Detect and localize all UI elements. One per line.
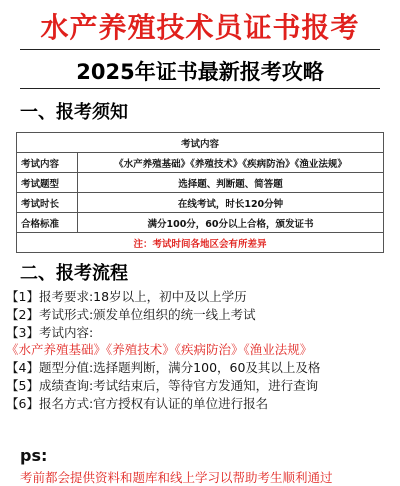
table-row — [17, 213, 384, 233]
list-item — [6, 359, 396, 377]
item-highlight: 《水产养殖基础》《养殖技术》《疾病防治》《渔业法规》 — [6, 342, 313, 358]
row-label: 合格标准 — [17, 213, 78, 233]
item-prefix: 考试内容: — [38, 324, 94, 340]
table-note-row — [17, 233, 384, 253]
ps-text: 考前都会提供资料和题库和线上学习以帮助考生顺利通过 — [20, 470, 333, 485]
item-text: 成绩查询:考试结束后，等待官方发通知，进行查询 — [38, 377, 319, 393]
item-text: 报考要求:18岁以上，初中及以上学历 — [38, 289, 247, 304]
row-value: 选择题、判断题、简答题 — [78, 173, 384, 193]
row-value: 在线考试，时长120分钟 — [78, 193, 384, 213]
row-value: 满分100分，60分以上合格，颁发证书 — [78, 213, 384, 233]
item-number: 【6】 — [6, 395, 39, 411]
row-label: 考试题型 — [17, 173, 78, 193]
list-item — [6, 306, 396, 324]
list-item — [6, 377, 396, 395]
list-item — [6, 324, 396, 360]
divider — [20, 49, 380, 50]
list-item — [6, 395, 396, 413]
item-text: 报名方式:官方授权有认证的单位进行报名 — [38, 395, 269, 411]
section-heading-process: 二、报考流程 — [20, 263, 128, 284]
subtitle: 2025年证书最新报考攻略 — [76, 60, 324, 84]
table-note: 注：考试时间各地区会有所差异 — [17, 233, 384, 253]
item-number: 【2】 — [6, 306, 39, 322]
table-row — [17, 173, 384, 193]
row-label: 考试内容 — [17, 153, 78, 173]
item-number: 【1】 — [6, 289, 39, 304]
table-header-row — [17, 133, 384, 153]
section-heading-notice: 一、报考须知 — [20, 102, 128, 123]
item-text: 考试形式:颁发单位组织的统一线上考试 — [38, 306, 256, 322]
row-value: 《水产养殖基础》《养殖技术》《疾病防治》《渔业法规》 — [78, 153, 384, 173]
main-title: 水产养殖技术员证书报考 — [40, 11, 360, 44]
item-number: 【3】 — [6, 324, 39, 340]
exam-info-table — [16, 132, 384, 253]
list-item — [6, 288, 396, 306]
row-label: 考试时长 — [17, 193, 78, 213]
table-row — [17, 193, 384, 213]
item-number: 【5】 — [6, 377, 39, 393]
divider — [20, 88, 380, 89]
process-list — [6, 288, 396, 413]
item-text: 题型分值:选择题判断，满分100，60及其以上及格 — [38, 360, 321, 376]
ps-label: ps: — [20, 446, 48, 465]
item-number: 【4】 — [6, 360, 39, 376]
table-header: 考试内容 — [17, 133, 384, 153]
table-row — [17, 153, 384, 173]
